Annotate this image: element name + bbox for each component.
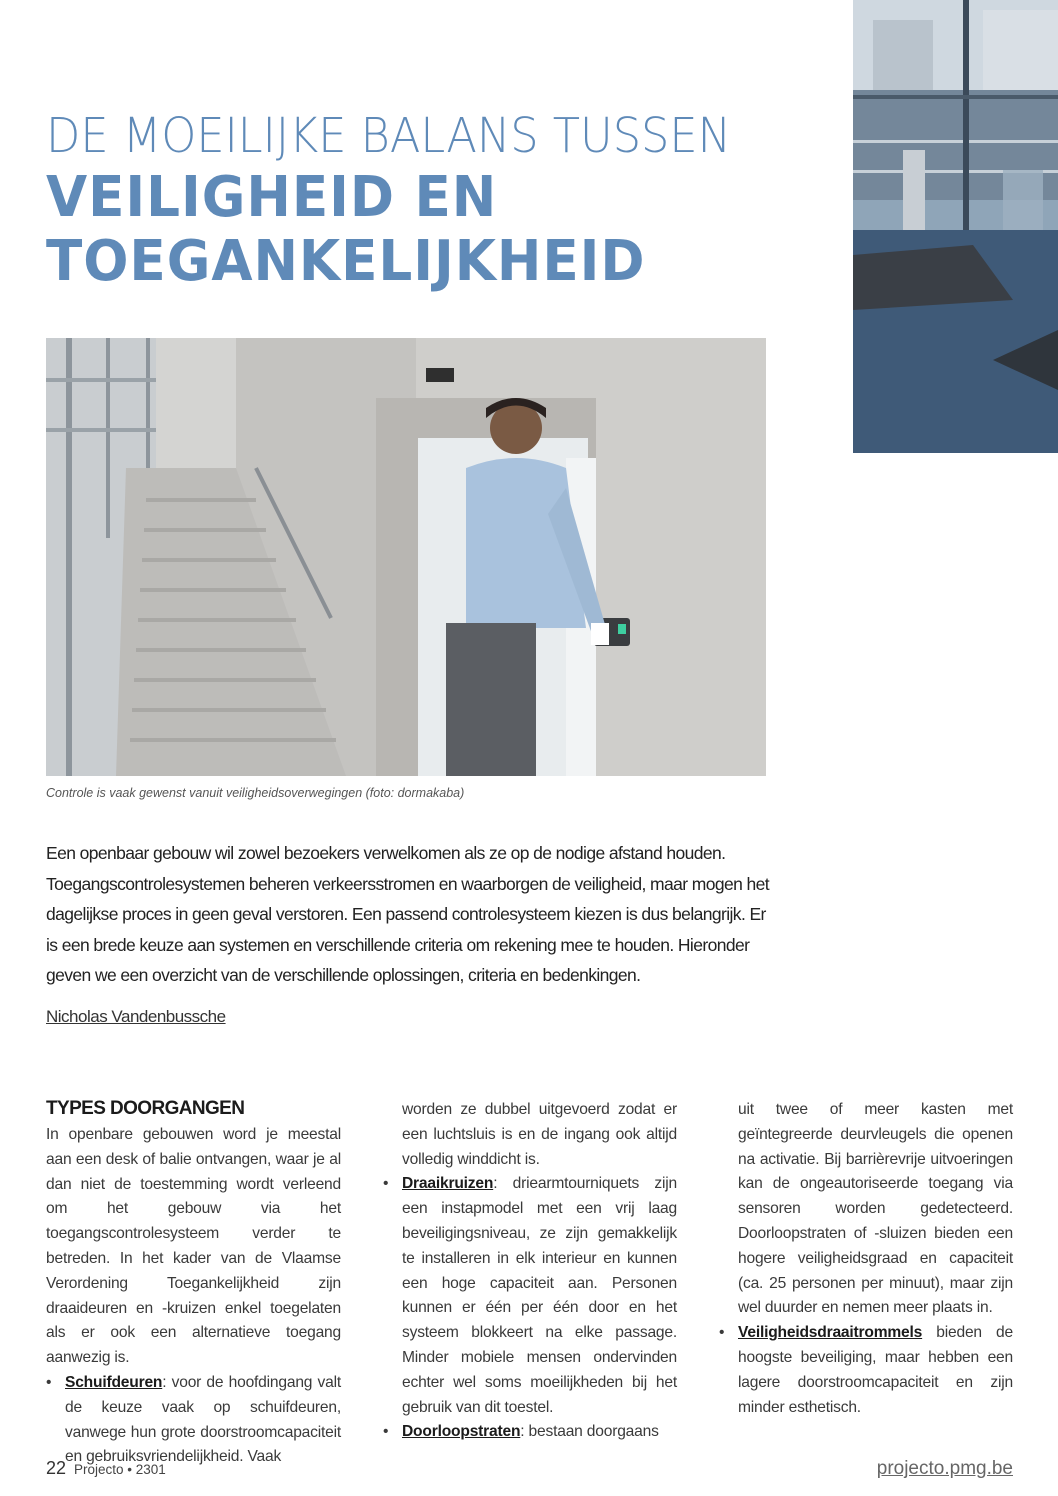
list-item-doorloopstraten — [383, 1420, 677, 1445]
corner-photo-entrance — [853, 0, 1058, 453]
page-number: 22 — [46, 1458, 67, 1478]
section-heading: TYPES DOORGANGEN — [46, 1098, 245, 1119]
list-item-veiligheidsdraaitrommels — [719, 1321, 1013, 1420]
term-draaikruizen: Draaikruizen — [402, 1175, 494, 1193]
article-title-line2: VEILIGHEID EN — [46, 165, 498, 230]
list-item-draaikruizen — [383, 1172, 677, 1420]
article-column-3 — [719, 1098, 1013, 1420]
item-text: : voor de hoofdingang valt de keuze vaak op schuifdeuren, vanwege hun grote doorstroomcapaciteit en gebruiksvriendelijkheid. Vaak — [65, 1373, 341, 1466]
main-photo-access-control — [46, 338, 766, 776]
term-doorloopstraten: Doorloopstraten — [402, 1423, 521, 1441]
list-item-continuation — [719, 1098, 1013, 1321]
item-text: uit twee of meer kasten met geïntegreerde deurvleugels die openen na activatie. Bij barrièrevrije uitvoeringen kan de ongeautoriseerde toegang via sensoren worden gedetecteerd. Doorloopstraten of -sluizen bieden een hogere veiligheidsgraad en capaciteit (ca. 25 personen per minuut), maar zijn wel duurder en nemen meer plaats in. — [738, 1101, 1013, 1317]
term-schuifdeuren: Schuifdeuren — [65, 1373, 163, 1391]
article-title-emphasis — [46, 166, 646, 294]
article-title-line3: TOEGANKELIJKHEID — [46, 229, 646, 294]
article-column-2 — [383, 1098, 677, 1445]
photo-caption: Controle is vaak gewenst vanuit veiligheidsoverwegingen (foto: dormakaba) — [46, 786, 465, 800]
author-byline: Nicholas Vandenbussche — [46, 1007, 226, 1026]
list-item-schuifdeuren — [46, 1371, 341, 1470]
item-text: bieden de hoogste beveiliging, maar hebben een lagere doorstroomcapaciteit en zijn minder esthetisch. — [738, 1324, 1013, 1416]
list-item-continuation — [383, 1098, 677, 1172]
article-column-1 — [46, 1097, 341, 1470]
doorway-types-list-part1 — [46, 1371, 341, 1470]
section-intro: In openbare gebouwen word je meestal aan een desk of balie ontvangen, waar je al dan niet de toestemming wordt verleend om het gebouw via het toegangscontrolesysteem verder te betreden. In het kader van de Vlaamse Verordening Toegankelijkheid zijn draaideuren en -kruizen enkel toegelaten als er ook een alternatieve toegang aanwezig is. — [46, 1126, 341, 1367]
doorway-types-list-part3 — [719, 1098, 1013, 1420]
magazine-issue: Projecto • 2301 — [74, 1462, 166, 1477]
term-veiligheidsdraaitrommels: Veiligheidsdraaitrommels — [738, 1324, 923, 1342]
lead-paragraph: Een openbaar gebouw wil zowel bezoekers verwelkomen als ze op de nodige afstand houden. Toegangscontrolesystemen beheren verkeersstromen en waarborgen de veiligheid, maar mogen het dagelijkse proces in geen geval verstoren. Een passend controlesysteem kiezen is dus belangrijk. Er is een brede keuze aan systemen en verschillende criteria om rekening mee te houden. Hieronder geven we een overzicht van de verschillende oplossingen, criteria en bedenkingen. — [46, 843, 770, 985]
page-footer-left — [46, 1458, 166, 1479]
article-title-line1: DE MOEILIJKE BALANS TUSSEN — [46, 108, 731, 164]
doorway-types-list-part2 — [383, 1098, 677, 1445]
item-text: : driearmtourniquets zijn een instapmodel met een vrij laag beveiligingsniveau, ze zijn gemakkelijk te installeren in elk interieur en kunnen een hoge capaciteit aan. Personen kunnen er één per één door en het systeem blokkeert na elke passage. Minder mobiele mensen ondervinden echter wel soms moeilijkheden bij het gebruik van dit toestel. — [402, 1175, 677, 1416]
item-text: : bestaan doorgaans — [520, 1423, 659, 1441]
website-link[interactable]: projecto.pmg.be — [876, 1458, 1013, 1479]
item-text: worden ze dubbel uitgevoerd zodat er een luchtsluis is en de ingang ook altijd volledig winddicht is. — [402, 1101, 677, 1168]
